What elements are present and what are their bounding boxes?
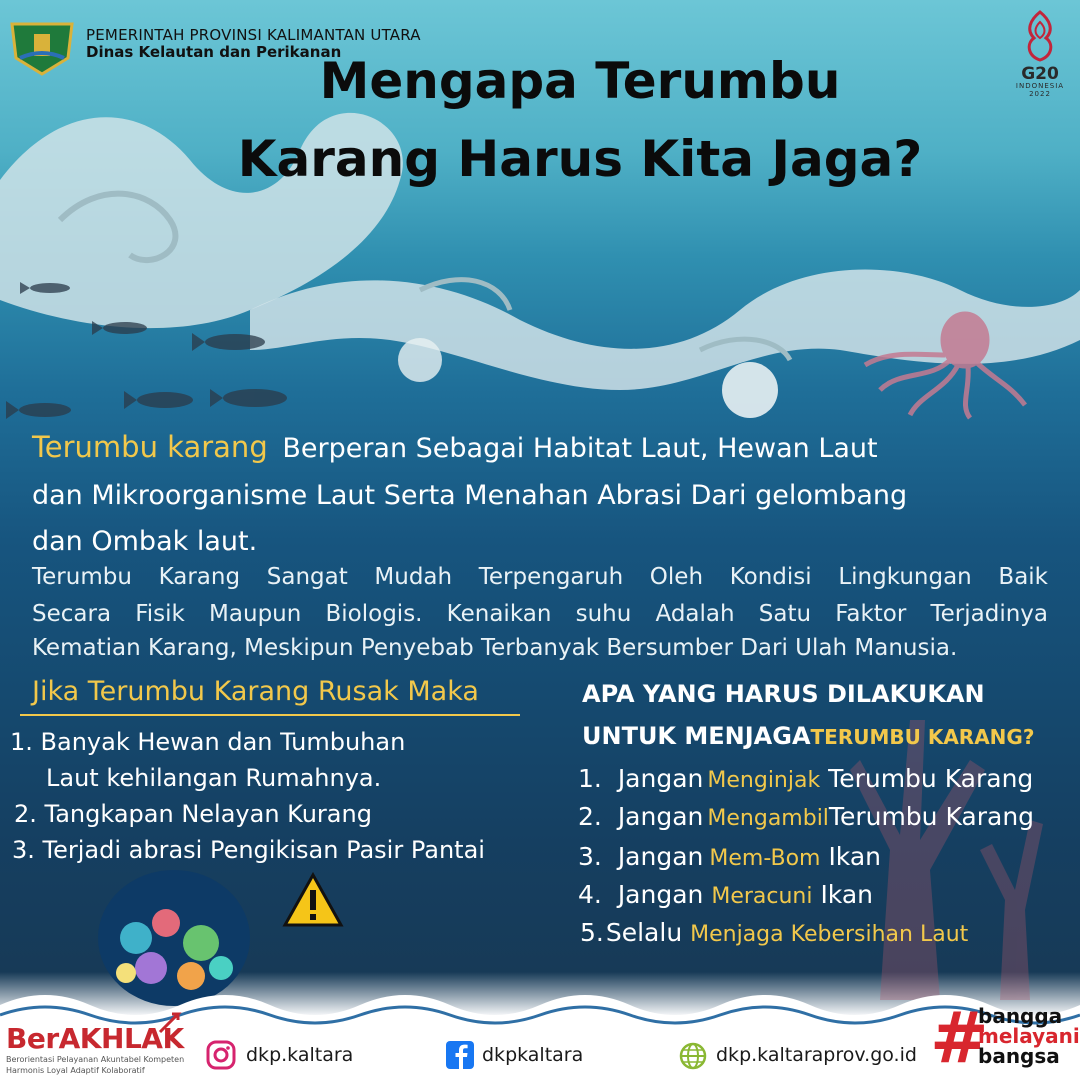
action-item-verb: Jangan xyxy=(617,842,704,871)
left-item-1b: Laut kehilangan Rumahnya. xyxy=(46,764,382,792)
action-item-3 xyxy=(578,842,881,871)
right-heading-highlight: TERUMBU KARANG? xyxy=(810,725,1035,749)
intro-highlight: Terumbu karang xyxy=(32,430,268,464)
action-item-rest: Terumbu Karang xyxy=(828,764,1034,793)
right-section-heading-line2 xyxy=(582,722,1034,750)
action-item-highlight: Mengambil xyxy=(707,806,829,831)
facebook-handle[interactable]: dkpkaltara xyxy=(482,1044,584,1066)
intro-line3: dan Ombak laut. xyxy=(32,526,258,557)
g20-year: 2022 xyxy=(1029,90,1051,98)
action-item-number: 3. xyxy=(578,842,602,871)
berakhlak-values-line1: Berorientasi Pelayanan Akuntabel Kompeten xyxy=(6,1055,185,1064)
header-agency-line: PEMERINTAH PROVINSI KALIMANTAN UTARA xyxy=(86,26,421,44)
instagram-handle[interactable]: dkp.kaltara xyxy=(246,1044,354,1066)
action-item-verb: Jangan xyxy=(617,802,704,831)
website-url[interactable]: dkp.kaltaraprov.go.id xyxy=(716,1044,917,1066)
action-item-5 xyxy=(580,918,968,947)
action-item-number: 5. xyxy=(580,918,604,947)
action-item-highlight: Mem-Bom xyxy=(709,846,821,871)
intro-line2: dan Mikroorganisme Laut Serta Menahan Abrasi Dari gelombang xyxy=(32,480,908,511)
paragraph-line2: Secara Fisik Maupun Biologis. Kenaikan suhu Adalah Satu Faktor Terjadinya xyxy=(32,601,1048,627)
action-item-number: 1. xyxy=(578,764,602,793)
right-heading-prefix: UNTUK MENJAGA xyxy=(582,722,811,750)
heading-underline xyxy=(20,714,520,716)
action-item-rest: Terumbu Karang xyxy=(828,802,1035,831)
left-section-heading: Jika Terumbu Karang Rusak Maka xyxy=(32,676,479,707)
g20-country: INDONESIA xyxy=(1015,82,1065,90)
warning-triangle-icon xyxy=(282,872,344,928)
right-section-heading-line1: APA YANG HARUS DILAKUKAN xyxy=(582,680,985,708)
page-title-line1: Mengapa Terumbu xyxy=(319,52,841,110)
action-item-4 xyxy=(578,880,873,909)
instagram-icon[interactable] xyxy=(206,1040,236,1070)
action-item-highlight: Menjaga Kebersihan Laut xyxy=(690,922,969,947)
header-department-line: Dinas Kelautan dan Perikanan xyxy=(86,43,342,61)
action-item-number: 4. xyxy=(578,880,602,909)
action-item-rest: Ikan xyxy=(828,842,882,871)
hashtag-icon: # xyxy=(930,997,989,1079)
intro-line1-text: Berperan Sebagai Habitat Laut, Hewan Laut xyxy=(282,433,878,464)
g20-mark: G20 xyxy=(1021,64,1059,84)
paragraph-line3: Kematian Karang, Meskipun Penyebab Terbanyak Bersumber Dari Ulah Manusia. xyxy=(32,635,958,661)
facebook-icon[interactable] xyxy=(446,1040,474,1070)
left-item-3: 3. Terjadi abrasi Pengikisan Pasir Pantai xyxy=(12,836,485,864)
action-item-verb: Jangan xyxy=(617,764,704,793)
tagline-word-2: melayani xyxy=(978,1024,1080,1048)
action-item-2 xyxy=(578,802,1034,831)
berakhlak-logo: BerAKHLAK xyxy=(6,1022,184,1055)
left-item-2: 2. Tangkapan Nelayan Kurang xyxy=(14,800,372,828)
action-item-rest: Ikan xyxy=(820,880,874,909)
octopus-illustration xyxy=(850,310,1040,420)
action-item-highlight: Menginjak xyxy=(707,768,821,793)
left-item-1a: 1. Banyak Hewan dan Tumbuhan xyxy=(10,728,406,756)
tagline-word-3: bangsa xyxy=(978,1044,1060,1068)
tagline-word-1: bangga xyxy=(978,1004,1063,1028)
action-item-number: 2. xyxy=(578,802,602,831)
province-emblem-icon xyxy=(6,18,78,76)
page-title-line2: Karang Harus Kita Jaga? xyxy=(237,130,923,188)
paragraph-line1: Terumbu Karang Sangat Mudah Terpengaruh Oleh Kondisi Lingkungan Baik xyxy=(32,564,1048,590)
fish-school-illustration xyxy=(0,270,320,430)
bangga-melayani-bangsa-logo xyxy=(930,997,1080,1080)
berakhlak-swoosh-icon xyxy=(158,1010,182,1034)
berakhlak-values-line2: Harmonis Loyal Adaptif Kolaboratif xyxy=(6,1066,145,1075)
action-item-verb: Jangan xyxy=(617,880,704,909)
action-item-highlight: Meracuni xyxy=(711,884,813,909)
globe-icon[interactable] xyxy=(678,1041,708,1071)
action-item-verb: Selalu xyxy=(605,918,683,947)
action-item-1 xyxy=(578,764,1033,793)
intro-line1 xyxy=(32,430,878,464)
